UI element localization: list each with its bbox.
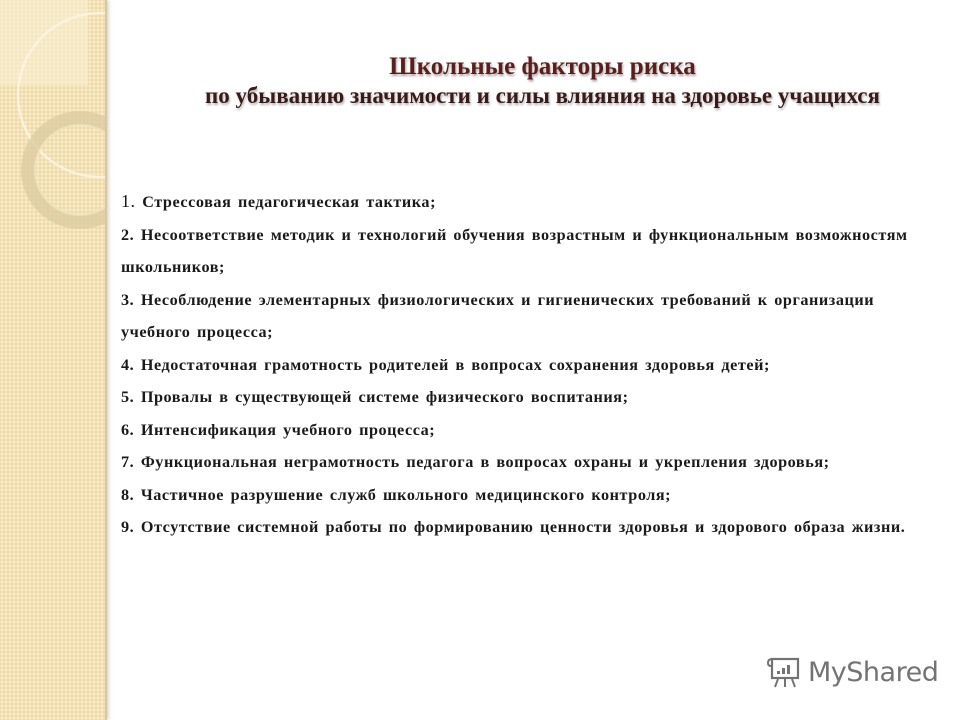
decorative-side-panel	[0, 0, 107, 720]
item-number: 5.	[121, 388, 135, 406]
item-number: 2.	[121, 225, 135, 244]
list-item	[121, 446, 911, 479]
item-number: 3.	[121, 290, 135, 309]
slide-title: Школьные факторы риска	[389, 53, 696, 80]
item-text: Несоответствие методик и технологий обучения возрастным и функциональным возможностям школьников;	[121, 225, 908, 276]
list-item	[121, 479, 911, 512]
item-number: 7.	[121, 453, 135, 471]
risk-factor-list	[121, 185, 911, 544]
list-item	[121, 349, 911, 382]
item-number: 6.	[121, 420, 135, 439]
item-number: 9.	[121, 518, 135, 536]
slide-subtitle: по убыванию значимости и силы влияния на здоровье учащихся	[205, 83, 880, 108]
list-item	[121, 284, 911, 349]
presentation-board-icon	[766, 655, 802, 689]
item-text: Стрессовая педагогическая тактика;	[135, 193, 437, 211]
item-text: Частичное разрушение служб школьного медицинского контроля;	[134, 485, 672, 504]
item-text: Интенсификация учебного процесса;	[134, 420, 436, 439]
item-text: Отсутствие системной работы по формированию ценности здоровья и здорового образа жизни.	[134, 518, 906, 536]
item-number: 8.	[121, 485, 135, 504]
myshared-watermark[interactable]	[766, 655, 938, 689]
item-number: 1.	[121, 191, 136, 211]
item-number: 4.	[121, 355, 135, 374]
list-item	[121, 219, 911, 284]
item-text: Несоблюдение элементарных физиологических и гигиенических требований к организации учебного процесса;	[121, 290, 875, 341]
item-text: Провалы в существующей системе физического воспитания;	[134, 388, 629, 406]
item-text: Функциональная неграмотность педагога в вопросах охраны и укрепления здоровья;	[134, 453, 830, 471]
list-item	[121, 414, 911, 447]
watermark-text: MyShared	[808, 656, 939, 688]
list-item	[121, 381, 911, 414]
list-item	[121, 511, 911, 544]
decorative-circles-icon	[0, 0, 107, 260]
slide-header	[105, 52, 960, 110]
list-item	[121, 185, 911, 219]
item-text: Недостаточная грамотность родителей в вопросах сохранения здоровья детей;	[134, 355, 770, 374]
